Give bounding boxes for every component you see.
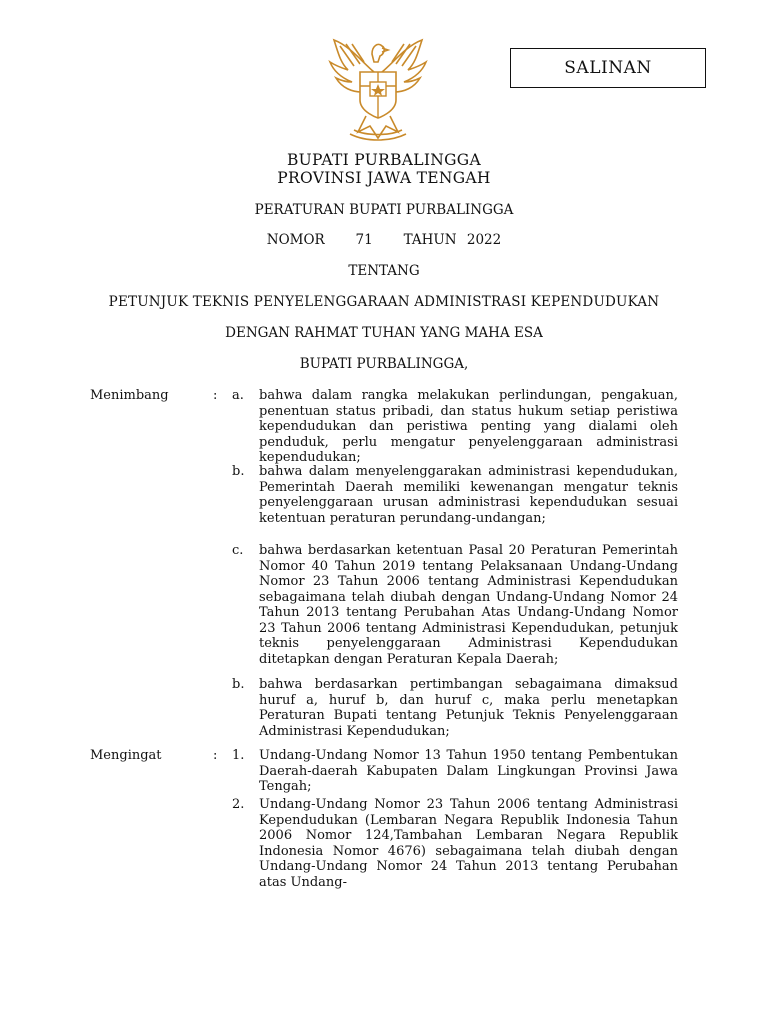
item-marker: 1. bbox=[232, 748, 245, 763]
item-text: Undang-Undang Nomor 13 Tahun 1950 tentang Pembentukan Daerah-daerah Kabupaten Dalam Lingkungan Provinsi Jawa Tengah; bbox=[259, 748, 678, 794]
regulation-title: PERATURAN BUPATI PURBALINGGA bbox=[254, 202, 514, 218]
item-text: bahwa berdasarkan ketentuan Pasal 20 Peraturan Pemerintah Nomor 40 Tahun 2019 tentang Pelaksanaan Undang-Undang Nomor 23 Tahun 2006 tentang Administrasi Kependudukan sebagaimana telah diubah dengan Undang-Undang Nomor 24 Tahun 2013 tentang Perubahan Atas Undang-Undang Nomor 23 Tahun 2006 tentang Administrasi Kependudukan, petunjuk teknis penyelenggaraan Administrasi Kependudukan ditetapkan dengan Peraturan Kepala Daerah; bbox=[259, 543, 678, 667]
item-text: bahwa berdasarkan pertimbangan sebagaimana dimaksud huruf a, huruf b, dan huruf c, maka perlu menetapkan Peraturan Bupati tentang Petunjuk Teknis Penyelenggaraan Administrasi Kependudukan; bbox=[259, 677, 678, 739]
item-text: bahwa dalam rangka melakukan perlindungan, pengakuan, penentuan status pribadi, dan status hukum setiap peristiwa kependudukan dan peristiwa penting yang dialami oleh penduduk, perlu mengatur penyelenggaraan administrasi kependudukan; bbox=[259, 388, 678, 465]
mengingat-label: Mengingat bbox=[90, 748, 162, 763]
issuer-line: BUPATI PURBALINGGA, bbox=[299, 356, 469, 372]
item-marker: 2. bbox=[232, 797, 245, 812]
item-marker: b. bbox=[232, 677, 245, 692]
garuda-emblem-icon bbox=[314, 32, 442, 148]
item-text: bahwa dalam menyelenggarakan administrasi kependudukan, Pemerintah Daerah memiliki kewenangan mengatur teknis penyelenggaraan urusan administrasi kependudukan sesuai ketentuan peraturan perundang-undangan; bbox=[259, 464, 678, 526]
tentang-heading: TENTANG bbox=[348, 263, 420, 279]
salinan-stamp: SALINAN bbox=[510, 48, 706, 88]
menimbang-label: Menimbang bbox=[90, 388, 169, 403]
item-marker: b. bbox=[232, 464, 245, 479]
province-title: PROVINSI JAWA TENGAH bbox=[277, 169, 491, 187]
menimbang-colon: : bbox=[213, 388, 218, 403]
regulation-number: NOMOR 71 TAHUN 2022 bbox=[266, 232, 502, 248]
regulation-subject: PETUNJUK TEKNIS PENYELENGGARAAN ADMINISTRASI KEPENDUDUKAN bbox=[108, 294, 660, 310]
regent-title: BUPATI PURBALINGGA bbox=[286, 151, 481, 169]
item-marker: c. bbox=[232, 543, 244, 558]
item-text: Undang-Undang Nomor 23 Tahun 2006 tentang Administrasi Kependudukan (Lembaran Negara Republik Indonesia Tahun 2006 Nomor 124,Tambahan Lembaran Negara Republik Indonesia Nomor 4676) sebagaimana telah diubah dengan Undang-Undang Nomor 24 Tahun 2013 tentang Perubahan atas Undang- bbox=[259, 797, 678, 890]
mengingat-colon: : bbox=[213, 748, 218, 763]
item-marker: a. bbox=[232, 388, 244, 403]
blessing-line: DENGAN RAHMAT TUHAN YANG MAHA ESA bbox=[225, 325, 543, 341]
